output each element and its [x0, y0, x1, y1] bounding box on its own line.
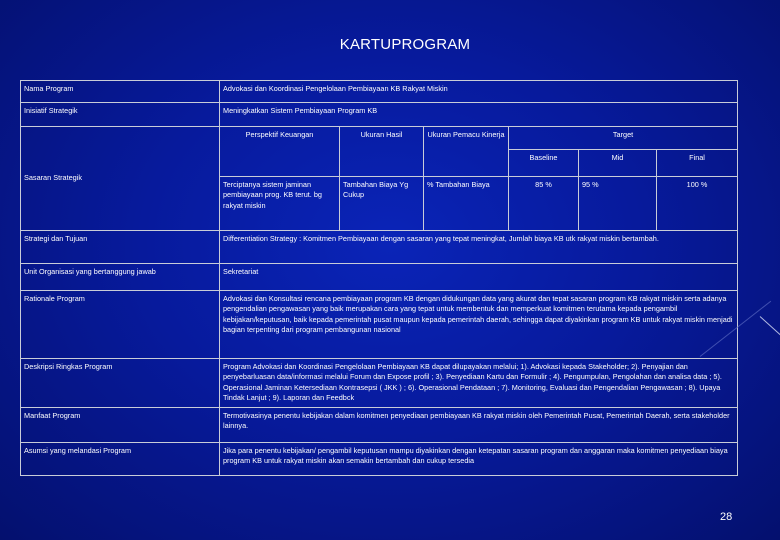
ukuran-hasil-value: Tambahan Biaya Yg Cukup [340, 177, 424, 231]
perspektif-value: Terciptanya sistem jaminan pembiayaan prog. KB terut. bg rakyat miskin [220, 177, 340, 231]
table-row [21, 359, 738, 408]
baseline-value: 85 % [509, 177, 579, 231]
nama-program-label: Nama Program [21, 81, 220, 103]
table-row [21, 291, 738, 359]
deskripsi-label: Deskripsi Ringkas Program [21, 359, 220, 408]
deskripsi-value: Program Advokasi dan Koordinasi Pengelolaan Pembiayaan KB dapat dilupayakan melalui; 1). Advokasi kepada Stakeholder; 2). Penyajian dan penyebarluasan data/informasi melalui Forum dan Expose profil ; 3). Penyediaan Kartu dan Formulir ; 4). Pengumpulan, Pengolahan dan analisa data ; 5). Operasional Jaminan Ketersediaan Kontrasepsi ( JKK ) ; 6). Operasional Pendataan ; 7). Monitoring, Evaluasi dan Pengendalian Pengawasan ; 8). Upaya Tindak Lanjut ; 9). Laporan dan Feedbck [220, 359, 738, 408]
nama-program-value: Advokasi dan Koordinasi Pengelolaan Pembiayaan KB Rakyat Miskin [220, 81, 738, 103]
ukuran-hasil-header: Ukuran Hasil [340, 127, 424, 177]
rationale-value: Advokasi dan Konsultasi rencana pembiayaan program KB dengan didukungan data yang akurat dan tepat sasaran program KB rakyat miskin serta adanya pengendalian pengawasan yang baik merupakan cara yang tepat untuk membentuk dan memperkuat komitmen terutama kepada pengambil kebijakan/keputusan, baik kepada pemerintah pusat maupun kepada pemerintah daerah, sehingga dapat diyakinkan program KB untuk rakyat miskin menjadi bagian terpenting dari program pembangunan nasional [220, 291, 738, 359]
mid-value: 95 % [579, 177, 657, 231]
table-row [21, 231, 738, 264]
page-number: 28 [720, 511, 733, 523]
program-card-table [20, 80, 738, 476]
rationale-label: Rationale Program [21, 291, 220, 359]
table-row [21, 408, 738, 443]
manfaat-label: Manfaat Program [21, 408, 220, 443]
table-row [21, 103, 738, 127]
sasaran-label: Sasaran Strategik [21, 127, 220, 231]
strategi-value: Differentiation Strategy : Komitmen Pembiayaan dengan sasaran yang tepat meningkat, Jumlah biaya KB utk rakyat miskin bertambah. [220, 231, 738, 264]
inisiatif-label: Inisiatif Strategik [21, 103, 220, 127]
final-value: 100 % [657, 177, 738, 231]
strategi-label: Strategi dan Tujuan [21, 231, 220, 264]
mid-header: Mid [579, 150, 657, 177]
decorative-line [760, 316, 780, 337]
final-header: Final [657, 150, 738, 177]
asumsi-label: Asumsi yang melandasi Program [21, 443, 220, 476]
manfaat-value: Termotivasinya penentu kebijakan dalam komitmen penyediaan pembiayaan KB rakyat miskin oleh Pemerintah Pusat, Pemerintah Daerah, serta stakeholder lainnya. [220, 408, 738, 443]
page-title: KARTUPROGRAM [339, 36, 471, 53]
table-row [21, 127, 738, 150]
perspektif-header: Perspektif Keuangan [220, 127, 340, 177]
baseline-header: Baseline [509, 150, 579, 177]
ukuran-pemacu-value: % Tambahan Biaya [424, 177, 509, 231]
unit-value: Sekretariat [220, 264, 738, 291]
inisiatif-value: Meningkatkan Sistem Pembiayaan Program KB [220, 103, 738, 127]
table-row [21, 443, 738, 476]
asumsi-value: Jika para penentu kebijakan/ pengambil keputusan mampu diyakinkan dengan ketepatan sasaran program dan anggaran maka komitmen penyediaan biaya program KB untuk rakyat miskin akan semakin bertambah dan cukup tersedia [220, 443, 738, 476]
table-row [21, 264, 738, 291]
unit-label: Unit Organisasi yang bertanggung jawab [21, 264, 220, 291]
ukuran-pemacu-header: Ukuran Pemacu Kinerja [424, 127, 509, 177]
target-header: Target [509, 127, 738, 150]
table-row [21, 81, 738, 103]
